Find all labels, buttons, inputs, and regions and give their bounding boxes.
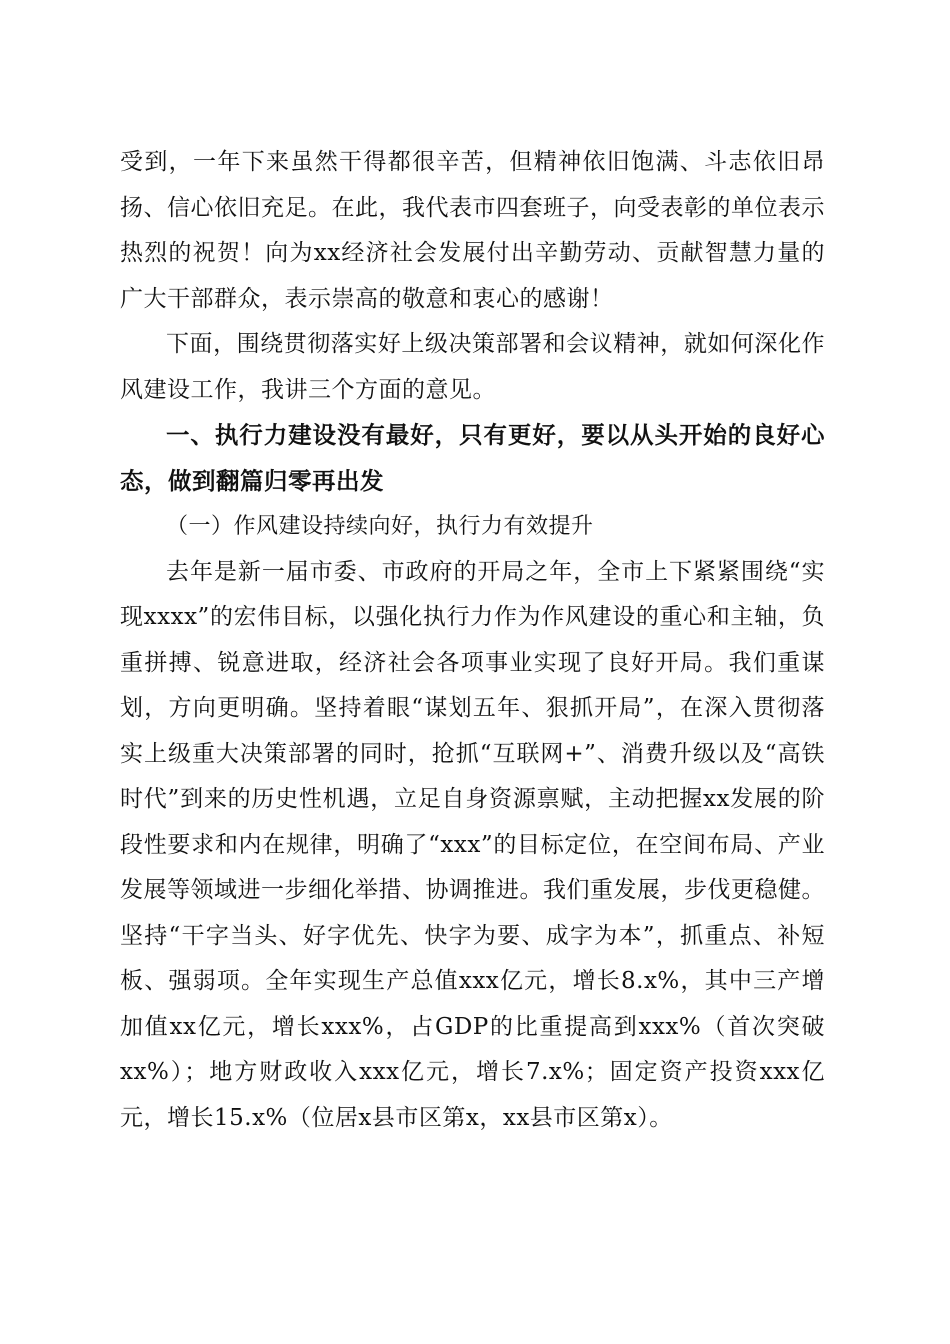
paragraph-transition: 下面，围绕贯彻落实好上级决策部署和会议精神，就如何深化作风建设工作，我讲三个方面的意见。	[120, 331, 825, 403]
paragraph-body: 去年是新一届市委、市政府的开局之年，全市上下紧紧围绕“实现xxxx”的宏伟目标，以强化执行力作为作风建设的重心和主轴，负重拼搏、锐意进取，经济社会各项事业实现了良好开局。我们重谋划，方向更明确。坚持着眼“谋划五年、狠抓开局”，在深入贯彻落实上级重大决策部署的同时，抢抓“互联网+”、消费升级以及“高铁时代”到来的历史性机遇，立足自身资源禀赋，主动把握xx发展的阶段性要求和内在规律，明确了“xxx”的目标定位，在空间布局、产业发展等领域进一步细化举措、协调推进。我们重发展，步伐更稳健。坚持“干字当头、好字优先、快字为要、成字为本”，抓重点、补短板、强弱项。全年实现生产总值xxx亿元，增长8.x%，其中三产增加值xx亿元，增长xxx%，占GDP的比重提高到xxx%（首次突破xx%）；地方财政收入xxx亿元，增长7.x%；固定资产投资xxx亿元，增长15.x%（位居x县市区第x，xx县市区第x）。	[120, 558, 825, 1131]
document-body	[120, 140, 825, 1141]
section-heading-1: 一、执行力建设没有最好，只有更好，要以从头开始的良好心态，做到翻篇归零再出发	[120, 421, 825, 495]
subsection-heading-1-1: （一）作风建设持续向好，执行力有效提升	[166, 514, 594, 539]
paragraph-intro-continuation: 受到，一年下来虽然干得都很辛苦，但精神依旧饱满、斗志依旧昂扬、信心依旧充足。在此，我代表市四套班子，向受表彰的单位表示热烈的祝贺！向为xx经济社会发展付出辛勤劳动、贡献智慧力量的广大干部群众，表示崇高的敬意和衷心的感谢！	[120, 149, 825, 312]
